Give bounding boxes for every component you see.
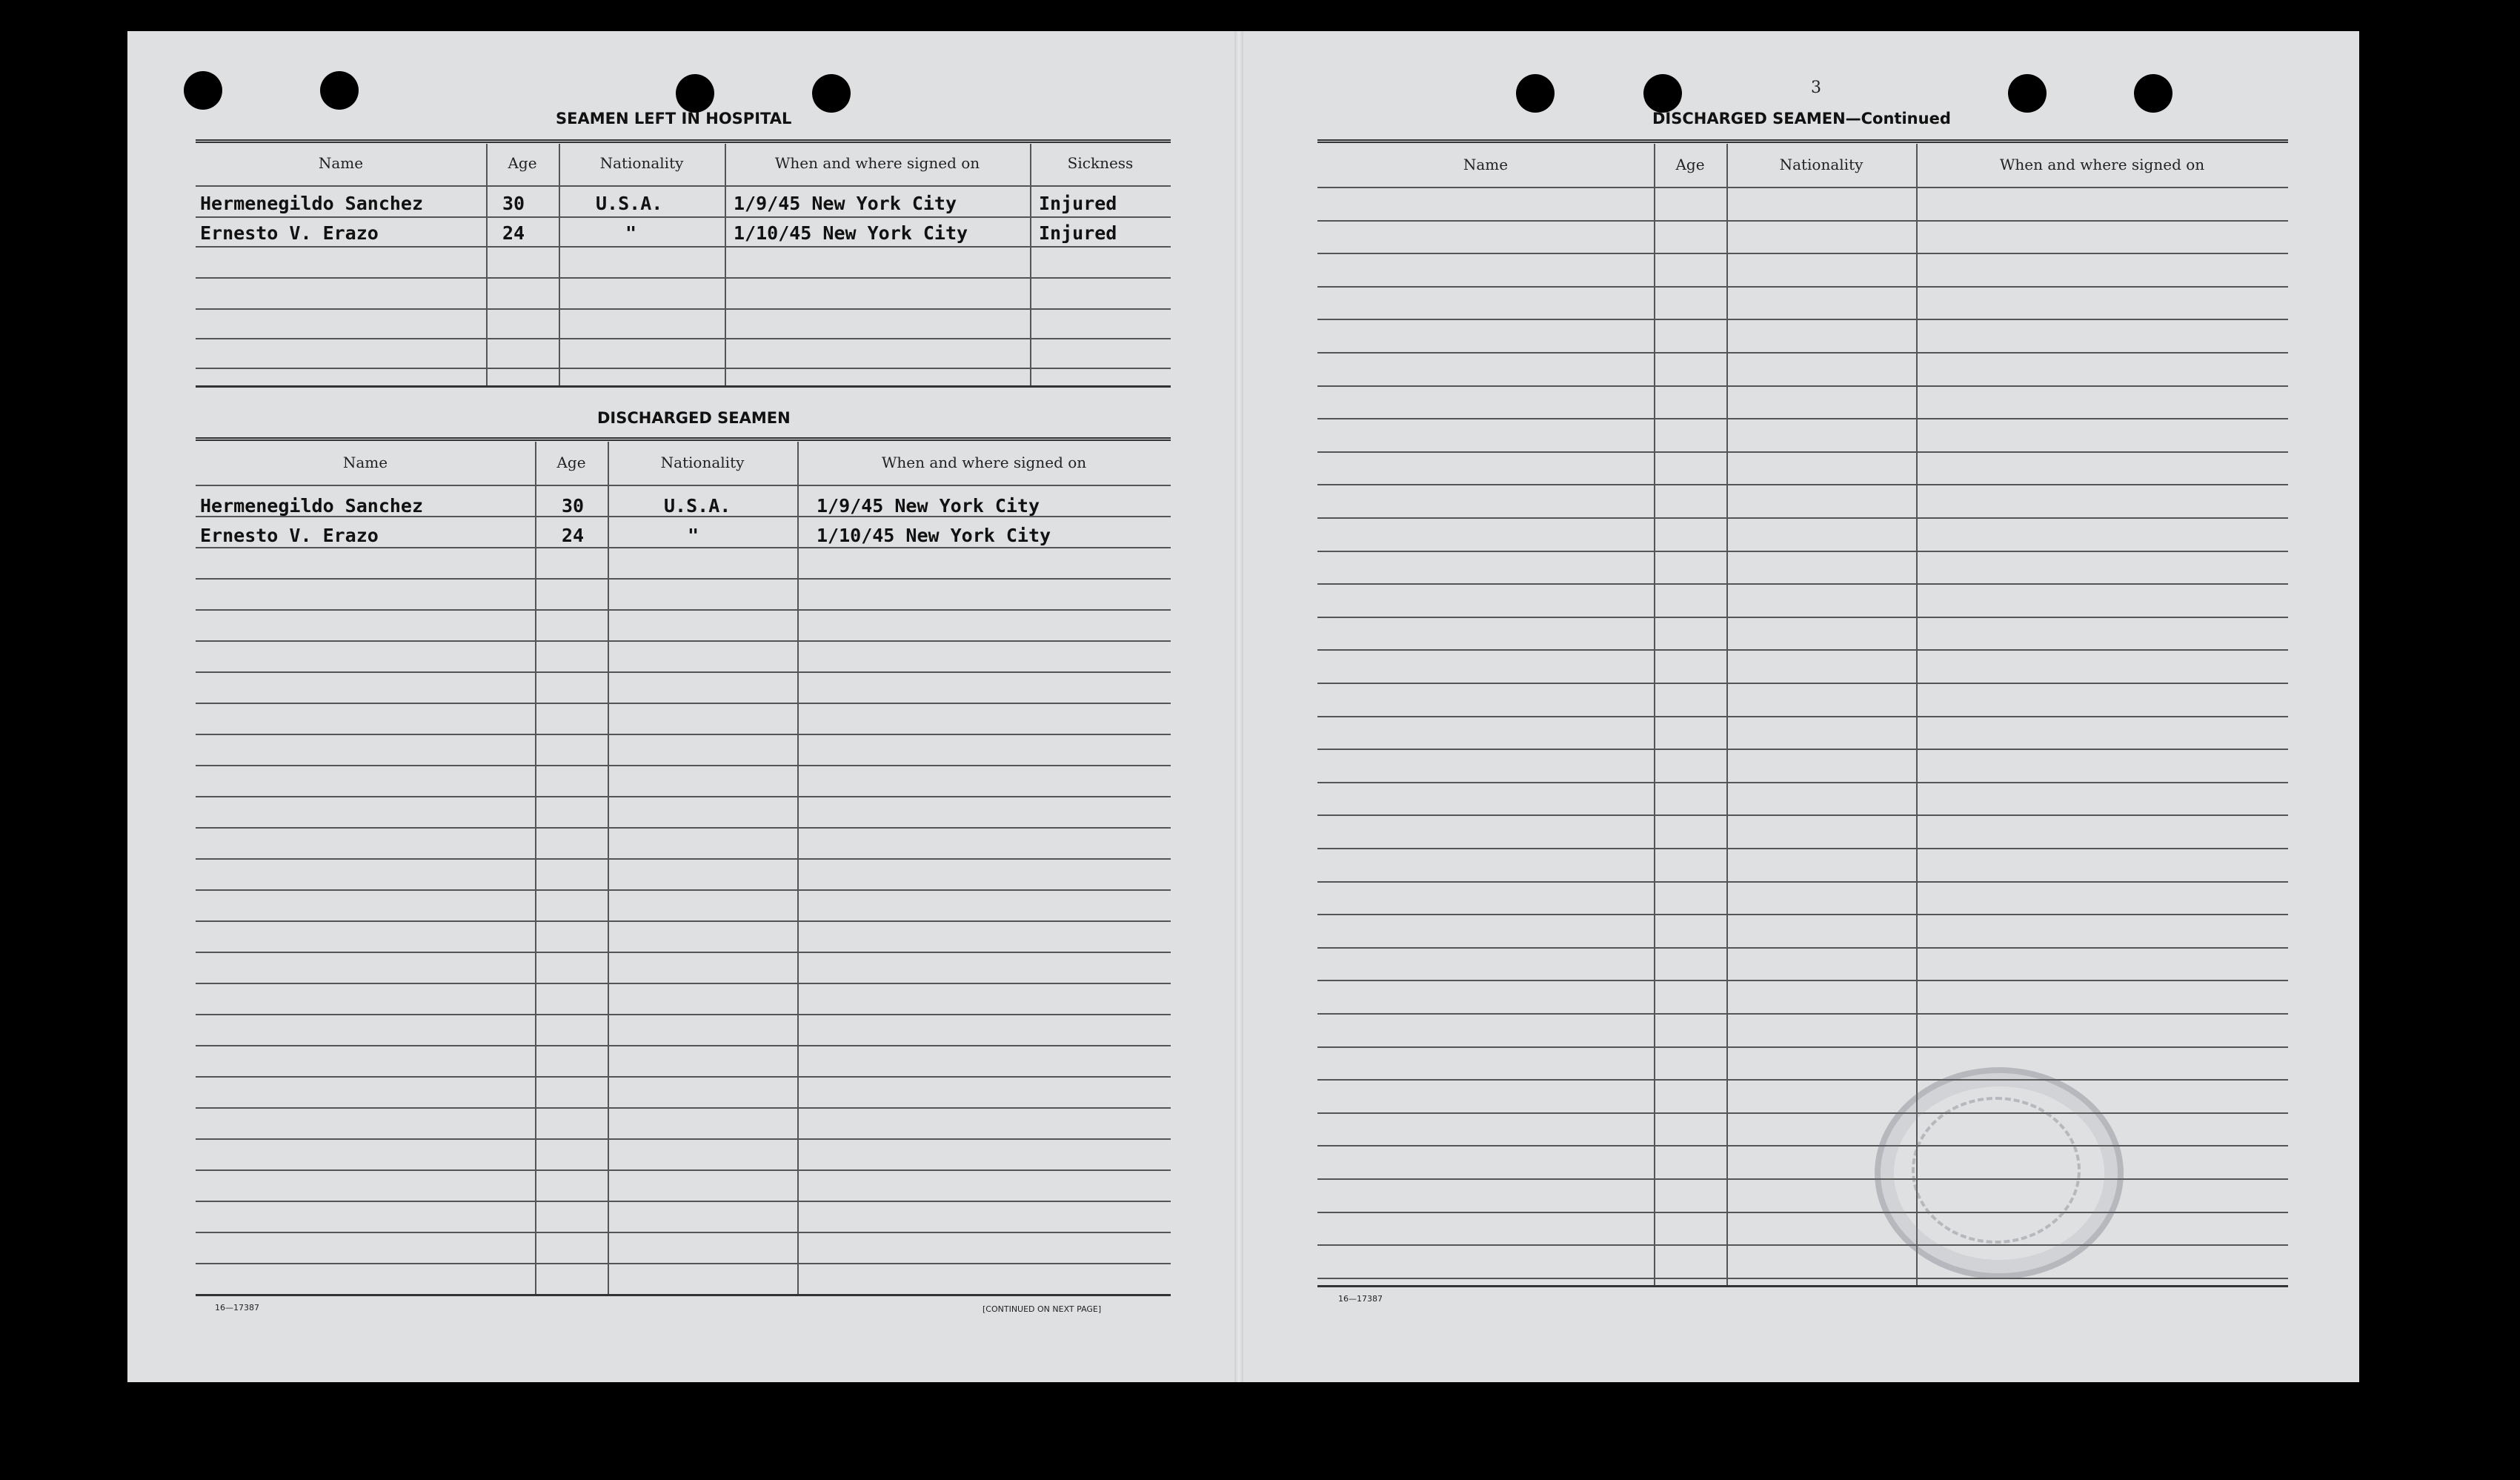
table-rule <box>196 277 1171 279</box>
header-age: Age <box>508 154 537 172</box>
column-divider <box>535 442 536 1294</box>
table-rule <box>196 983 1171 984</box>
page-number: 3 <box>1811 79 1821 97</box>
table-rule <box>196 1138 1171 1140</box>
table-rule <box>196 889 1171 891</box>
punch-hole <box>320 71 359 110</box>
table-rule <box>196 1076 1171 1078</box>
ink-stamp-mark <box>1912 1097 2081 1244</box>
cell-name: Hermenegildo Sanchez <box>200 193 424 214</box>
continued-note: [CONTINUED ON NEXT PAGE] <box>983 1304 1102 1314</box>
table-rule <box>1317 649 2288 651</box>
table-rule <box>196 308 1171 310</box>
header-nationality: Nationality <box>660 454 745 471</box>
table-rule <box>1317 683 2288 684</box>
punch-hole <box>184 71 222 110</box>
table-rule <box>196 765 1171 766</box>
punch-hole <box>1516 74 1555 113</box>
column-divider <box>1030 144 1031 385</box>
table-rule <box>196 185 1171 187</box>
hospital-table <box>196 139 1171 388</box>
header-nationality: Nationality <box>599 154 684 172</box>
header-signed-on: When and where signed on <box>1999 156 2205 173</box>
table-rule <box>1317 1079 2288 1081</box>
discharged-table <box>196 437 1171 1297</box>
header-name: Name <box>342 454 388 471</box>
table-rule <box>1317 1013 2288 1015</box>
table-rule <box>196 338 1171 339</box>
table-rule <box>196 827 1171 829</box>
cell-sickness: Injured <box>1039 193 1117 214</box>
table-rule <box>1317 1046 2288 1048</box>
column-divider <box>725 144 726 385</box>
table-rule <box>1317 1244 2288 1246</box>
table-rule <box>1317 1278 2288 1279</box>
table-rule <box>196 139 1171 146</box>
column-divider <box>1654 144 1655 1285</box>
column-divider <box>559 144 560 385</box>
table-rule <box>196 578 1171 580</box>
table-rule <box>1317 782 2288 783</box>
table-rule <box>196 385 1171 388</box>
table-rule <box>196 1201 1171 1202</box>
table-rule <box>1317 187 2288 188</box>
header-nationality: Nationality <box>1779 156 1864 173</box>
table-rule <box>1317 1112 2288 1114</box>
table-rule <box>196 437 1171 444</box>
header-name: Name <box>1463 156 1509 173</box>
table-rule <box>1317 253 2288 254</box>
cell-nationality: U.S.A. <box>596 193 663 214</box>
table-rule <box>1317 1212 2288 1213</box>
table-rule <box>196 609 1171 611</box>
table-rule <box>196 1294 1171 1296</box>
table-rule <box>196 703 1171 704</box>
table-rule <box>1317 1285 2288 1287</box>
form-number: 16—17387 <box>1338 1294 1383 1304</box>
center-fold <box>1234 31 1243 1382</box>
table-rule <box>1317 220 2288 222</box>
header-name: Name <box>318 154 364 172</box>
cell-age: 24 <box>502 222 525 244</box>
cell-nationality: " <box>625 222 637 244</box>
cell-age: 30 <box>502 193 525 214</box>
table-rule <box>196 216 1171 218</box>
table-rule <box>1317 517 2288 519</box>
table-rule <box>196 1232 1171 1233</box>
table-rule <box>196 952 1171 953</box>
punch-hole <box>676 74 714 113</box>
hospital-title: SEAMEN LEFT IN HOSPITAL <box>556 110 792 127</box>
table-rule <box>1317 139 2288 146</box>
table-rule <box>1317 286 2288 288</box>
table-rule <box>1317 1145 2288 1146</box>
cell-age: 30 <box>562 495 585 517</box>
cell-signed-on: 1/9/45 New York City <box>734 193 957 214</box>
table-rule <box>196 640 1171 642</box>
table-rule <box>196 547 1171 548</box>
table-rule <box>196 1169 1171 1171</box>
table-rule <box>1317 617 2288 618</box>
column-divider <box>486 144 488 385</box>
column-divider <box>797 442 799 1294</box>
table-rule <box>196 1263 1171 1264</box>
cell-age: 24 <box>562 525 585 546</box>
header-sickness: Sickness <box>1067 154 1134 172</box>
table-rule <box>196 246 1171 248</box>
table-rule <box>1317 914 2288 915</box>
table-rule <box>196 1045 1171 1046</box>
table-rule <box>1317 418 2288 419</box>
column-divider <box>1726 144 1728 1285</box>
table-rule <box>1317 980 2288 981</box>
table-rule <box>196 671 1171 673</box>
table-rule <box>196 796 1171 797</box>
table-rule <box>1317 583 2288 585</box>
table-rule <box>1317 848 2288 849</box>
cell-nationality: U.S.A. <box>664 495 731 517</box>
cell-signed-on: 1/9/45 New York City <box>817 495 1040 517</box>
table-rule <box>196 920 1171 922</box>
header-age: Age <box>556 454 586 471</box>
table-rule <box>196 1107 1171 1109</box>
table-rule <box>1317 947 2288 949</box>
cell-name: Hermenegildo Sanchez <box>200 495 424 517</box>
table-rule <box>196 485 1171 486</box>
table-rule <box>196 1014 1171 1015</box>
table-rule <box>1317 484 2288 485</box>
table-rule <box>1317 1178 2288 1180</box>
table-rule <box>1317 385 2288 387</box>
table-rule <box>196 858 1171 860</box>
table-rule <box>1317 319 2288 320</box>
header-signed-on: When and where signed on <box>774 154 980 172</box>
punch-hole <box>1643 74 1682 113</box>
header-age: Age <box>1675 156 1705 173</box>
header-signed-on: When and where signed on <box>881 454 1087 471</box>
table-rule <box>1317 551 2288 552</box>
punch-hole <box>812 74 851 113</box>
punch-hole <box>2008 74 2047 113</box>
cell-sickness: Injured <box>1039 222 1117 244</box>
punch-hole <box>2134 74 2172 113</box>
form-number: 16—17387 <box>215 1303 259 1313</box>
table-rule <box>1317 814 2288 816</box>
column-divider <box>608 442 609 1294</box>
right-title: DISCHARGED SEAMEN—Continued <box>1652 110 1951 127</box>
cell-name: Ernesto V. Erazo <box>200 525 379 546</box>
table-rule <box>1317 749 2288 750</box>
cell-signed-on: 1/10/45 New York City <box>817 525 1051 546</box>
right-table <box>1317 139 2288 1288</box>
table-rule <box>196 734 1171 735</box>
cell-signed-on: 1/10/45 New York City <box>734 222 968 244</box>
cell-name: Ernesto V. Erazo <box>200 222 379 244</box>
table-rule <box>1317 716 2288 717</box>
table-rule <box>1317 881 2288 883</box>
table-rule <box>1317 352 2288 354</box>
cell-nationality: " <box>688 525 699 546</box>
table-rule <box>196 368 1171 369</box>
discharged-title: DISCHARGED SEAMEN <box>597 409 791 427</box>
table-rule <box>1317 451 2288 453</box>
